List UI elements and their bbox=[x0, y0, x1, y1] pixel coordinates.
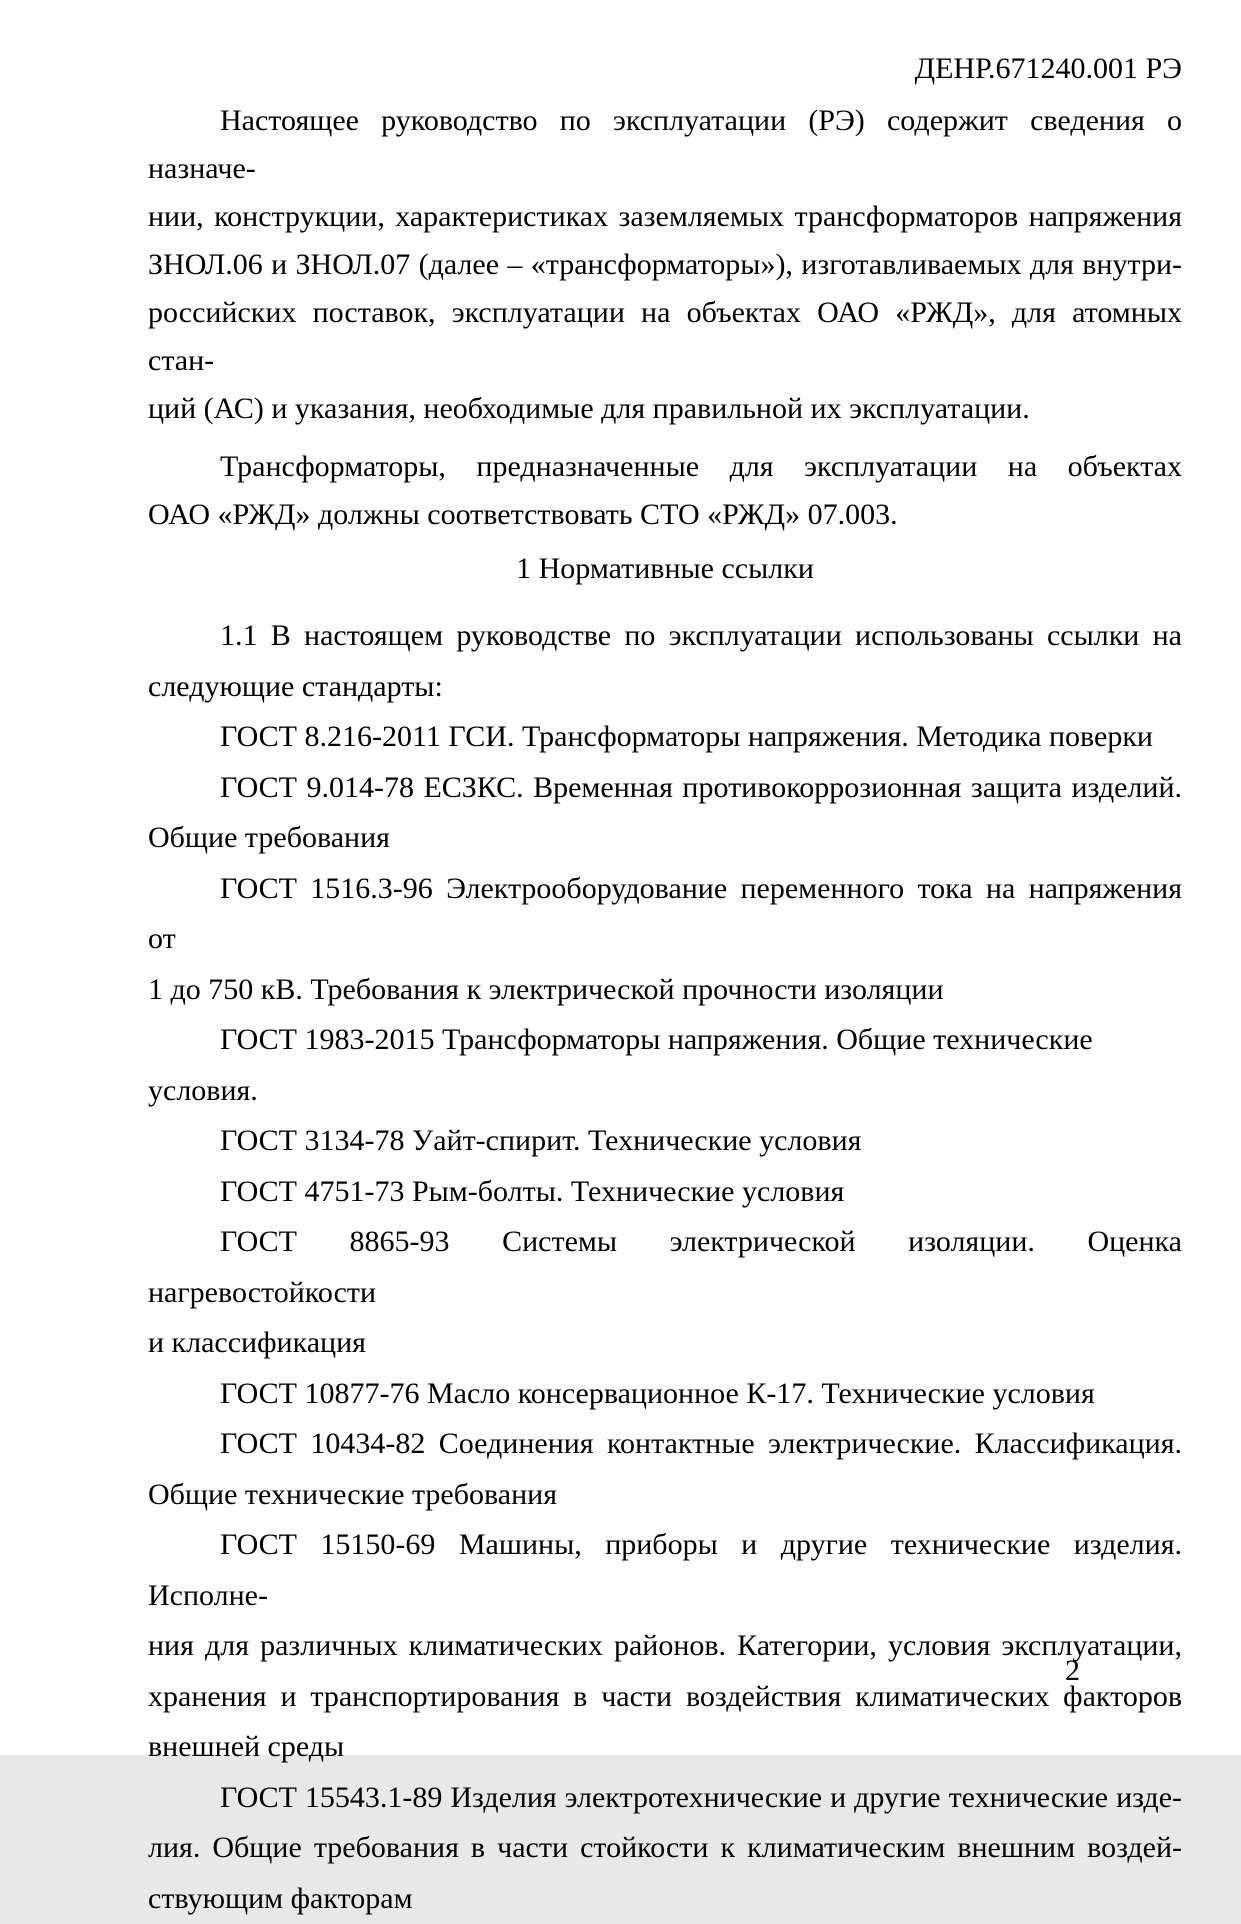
text-line: ЗНОЛ.06 и ЗНОЛ.07 (далее – «трансформаторы»), изготавливаемых для внутри- bbox=[148, 241, 1182, 289]
text-line: 1 до 750 кВ. Требования к электрической прочности изоляции bbox=[148, 965, 1182, 1016]
text-line: российских поставок, эксплуатации на объектах ОАО «РЖД», для атомных стан- bbox=[148, 289, 1182, 385]
text-line: Общие технические требования bbox=[148, 1470, 1182, 1521]
text-line: и классификация bbox=[148, 1318, 1182, 1369]
doc-code: ДЕНР.671240.001 РЭ bbox=[915, 50, 1182, 88]
text-line: ГОСТ 3134-78 Уайт-спирит. Технические условия bbox=[148, 1116, 1182, 1167]
text-line: ГОСТ 10877-76 Масло консервационное К-17. Технические условия bbox=[148, 1369, 1182, 1420]
text-line: ствующим факторам bbox=[148, 1874, 1182, 1924]
text-line: ГОСТ 10434-82 Соединения контактные электрические. Классификация. bbox=[148, 1419, 1182, 1470]
text-line: Настоящее руководство по эксплуатации (РЭ) содержит сведения о назначе- bbox=[148, 97, 1182, 193]
text-line: ГОСТ 15150-69 Машины, приборы и другие технические изделия. Исполне- bbox=[148, 1520, 1182, 1621]
text-line: ГОСТ 1983-2015 Трансформаторы напряжения. Общие технические условия. bbox=[148, 1015, 1182, 1116]
text-line: лия. Общие требования в части стойкости к климатическим внешним воздей- bbox=[148, 1823, 1182, 1874]
document-body bbox=[148, 97, 1182, 1924]
text-line: ГОСТ 15543.1-89 Изделия электротехнические и другие технические изде- bbox=[148, 1773, 1182, 1824]
text-line: хранения и транспортирования в части воздействия климатических факторов bbox=[148, 1672, 1182, 1723]
text-line: Трансформаторы, предназначенные для эксплуатации на объектах bbox=[148, 443, 1182, 491]
text-line: ГОСТ 9.014-78 ЕСЗКС. Временная противокоррозионная защита изделий. bbox=[148, 763, 1182, 814]
text-line: ГОСТ 8.216-2011 ГСИ. Трансформаторы напряжения. Методика поверки bbox=[148, 712, 1182, 763]
text-line: внешней среды bbox=[148, 1722, 1182, 1773]
text-line: ОАО «РЖД» должны соответствовать СТО «РЖД» 07.003. bbox=[148, 491, 1182, 539]
section-normative-references bbox=[148, 611, 1182, 1924]
page-number: 2 bbox=[1065, 1652, 1080, 1690]
text-line: ГОСТ 4751-73 Рым-болты. Технические условия bbox=[148, 1167, 1182, 1218]
text-line: ций (АС) и указания, необходимые для правильной их эксплуатации. bbox=[148, 385, 1182, 433]
text-line: ГОСТ 8865-93 Системы электрической изоляции. Оценка нагревостойкости bbox=[148, 1217, 1182, 1318]
text-line: ния для различных климатических районов. Категории, условия эксплуатации, bbox=[148, 1621, 1182, 1672]
text-line: ГОСТ 1516.3-96 Электрооборудование переменного тока на напряжения от bbox=[148, 864, 1182, 965]
text-line: 1.1 В настоящем руководстве по эксплуатации использованы ссылки на bbox=[148, 611, 1182, 662]
text-line: Общие требования bbox=[148, 813, 1182, 864]
text-line: следующие стандарты: bbox=[148, 662, 1182, 713]
text-line: нии, конструкции, характеристиках заземляемых трансформаторов напряжения bbox=[148, 193, 1182, 241]
section-heading: 1 Нормативные ссылки bbox=[148, 545, 1182, 593]
